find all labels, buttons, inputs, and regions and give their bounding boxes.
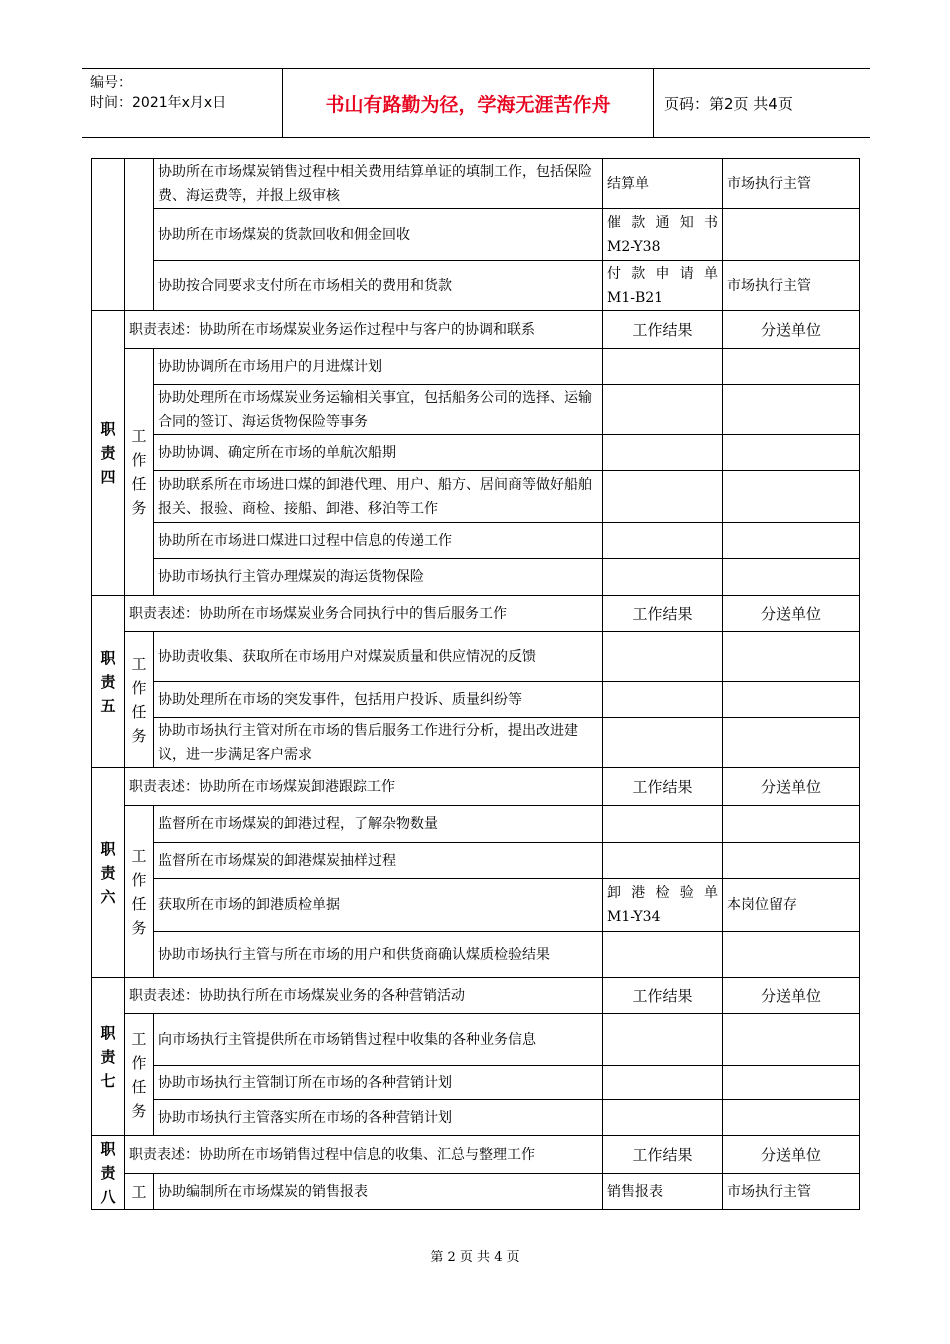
table-row: [92, 806, 860, 843]
task-cell: 协助联系所在市场进口煤的卸港代理、用户、船方、居间商等做好船舶报关、报验、商检、接船、卸港、移泊等工作: [154, 471, 603, 523]
task-type-label: 工作任务: [125, 1014, 154, 1136]
dest-header: 分送单位: [723, 978, 860, 1014]
table-row: [92, 879, 860, 932]
table-row: [92, 159, 860, 209]
dest-cell: [723, 523, 860, 559]
dest-cell: [723, 559, 860, 596]
dest-cell: [723, 932, 860, 978]
dest-cell: [723, 471, 860, 523]
dest-cell: [723, 435, 860, 471]
group-label-text: 职责八: [100, 1139, 116, 1206]
task-cell: 协助市场执行主管办理煤炭的海运货物保险: [154, 559, 603, 596]
table-row: [92, 471, 860, 523]
group-label-text: 职责七: [100, 1023, 116, 1090]
task-cell: 协助市场执行主管制订所在市场的各种营销计划: [154, 1066, 603, 1100]
table-row: [92, 1014, 860, 1066]
dest-header: 分送单位: [723, 1136, 860, 1174]
duty-description: 职责表述：协助所在市场销售过程中信息的收集、汇总与整理工作: [125, 1136, 603, 1174]
result-line: 卸港检验单: [607, 885, 718, 901]
table-row: [92, 768, 860, 806]
task-cell: 协助责收集、获取所在市场用户对煤炭质量和供应情况的反馈: [154, 632, 603, 682]
task-cell: 协助市场执行主管与所在市场的用户和供货商确认煤质检验结果: [154, 932, 603, 978]
result-code: M1-Y34: [607, 909, 661, 925]
task-cell: 协助所在市场煤炭的货款回收和佣金回收: [154, 209, 603, 261]
dest-cell: [723, 843, 860, 879]
result-header: 工作结果: [603, 596, 723, 632]
task-cell: 协助市场执行主管落实所在市场的各种营销计划: [154, 1100, 603, 1136]
table-row: [92, 385, 860, 435]
result-cell: 销售报表: [603, 1174, 723, 1210]
task-type-label: 工作任务: [125, 806, 154, 978]
dest-cell: [723, 682, 860, 718]
task-type-label: 工作任务: [125, 349, 154, 596]
result-cell: [603, 385, 723, 435]
task-cell: 协助处理所在市场煤炭业务运输相关事宜，包括船务公司的选择、运输合同的签订、海运货物保险等事务: [154, 385, 603, 435]
task-type-label: 工作任务: [125, 632, 154, 768]
dest-header: 分送单位: [723, 768, 860, 806]
result-header: 工作结果: [603, 978, 723, 1014]
table-row: [92, 311, 860, 349]
result-cell: [603, 349, 723, 385]
task-cell: 协助所在市场进口煤进口过程中信息的传递工作: [154, 523, 603, 559]
time-label: 时间：2021年x月x日: [90, 95, 227, 111]
dest-cell: 市场执行主管: [723, 261, 860, 311]
code-label: 编号：: [90, 75, 132, 91]
table-row: [92, 209, 860, 261]
result-cell: [603, 879, 723, 932]
task-cell: 协助市场执行主管对所在市场的售后服务工作进行分析，提出改进建议，进一步满足客户需求: [154, 718, 603, 768]
dest-cell: 市场执行主管: [723, 159, 860, 209]
table-row: [92, 843, 860, 879]
task-cell: 协助按合同要求支付所在市场相关的费用和货款: [154, 261, 603, 311]
result-cell: [603, 1066, 723, 1100]
table-row: [92, 1136, 860, 1174]
result-cell: [603, 632, 723, 682]
result-cell: [603, 806, 723, 843]
task-type-label: 工: [125, 1174, 154, 1210]
result-cell: [603, 843, 723, 879]
result-cell: [603, 718, 723, 768]
dest-header: 分送单位: [723, 596, 860, 632]
result-header: 工作结果: [603, 768, 723, 806]
table-row: [92, 632, 860, 682]
table-row: [92, 932, 860, 978]
dest-cell: [723, 1014, 860, 1066]
table-row: [92, 978, 860, 1014]
header-meta: [82, 69, 283, 137]
dest-header: 分送单位: [723, 311, 860, 349]
result-line: 付款申请单: [607, 265, 718, 282]
result-line: 催款通知书: [607, 214, 718, 231]
page-header: [82, 68, 870, 138]
header-page-label: 页码：第2页 共4页: [664, 94, 793, 113]
page-footer: 第 2 页 共 4 页: [430, 1250, 520, 1265]
result-code: M2-Y38: [607, 238, 661, 255]
result-cell: [603, 1014, 723, 1066]
duty-description: 职责表述：协助执行所在市场煤炭业务的各种营销活动: [125, 978, 603, 1014]
task-cell: 向市场执行主管提供所在市场销售过程中收集的各种业务信息: [154, 1014, 603, 1066]
group-label: [92, 978, 125, 1136]
task-cell: 获取所在市场的卸港质检单据: [154, 879, 603, 932]
table-row: [92, 559, 860, 596]
result-cell: [603, 559, 723, 596]
dest-cell: [723, 632, 860, 682]
duty-table: [91, 158, 860, 1210]
header-motto: 书山有路勤为径，学海无涯苦作舟: [283, 69, 654, 137]
result-header: 工作结果: [603, 1136, 723, 1174]
result-cell: [603, 209, 723, 261]
dest-cell: 市场执行主管: [723, 1174, 860, 1210]
group-label-cell: [92, 159, 125, 311]
duty-description: 职责表述：协助所在市场煤炭业务运作过程中与客户的协调和联系: [125, 311, 603, 349]
result-cell: [603, 435, 723, 471]
duty-description: 职责表述：协助所在市场煤炭业务合同执行中的售后服务工作: [125, 596, 603, 632]
result-code: M1-B21: [607, 289, 664, 306]
task-cell: 协助协调所在市场用户的月进煤计划: [154, 349, 603, 385]
result-cell: [603, 261, 723, 311]
table-row: [92, 523, 860, 559]
result-cell: [603, 682, 723, 718]
dest-cell: [723, 385, 860, 435]
dest-cell: [723, 1066, 860, 1100]
table-row: [92, 349, 860, 385]
dest-cell: [723, 718, 860, 768]
table-row: [92, 261, 860, 311]
group-label: [92, 1136, 125, 1210]
group-label: [92, 596, 125, 768]
result-cell: [603, 1100, 723, 1136]
task-cell: 协助协调、确定所在市场的单航次船期: [154, 435, 603, 471]
dest-cell: [723, 1100, 860, 1136]
group-label-text: 职责四: [100, 420, 116, 486]
group-sub-cell: [125, 159, 154, 311]
group-label: [92, 768, 125, 978]
task-cell: 协助编制所在市场煤炭的销售报表: [154, 1174, 603, 1210]
task-cell: 监督所在市场煤炭的卸港煤炭抽样过程: [154, 843, 603, 879]
dest-cell: [723, 209, 860, 261]
table-row: [92, 718, 860, 768]
table-row: [92, 682, 860, 718]
table-row: [92, 1066, 860, 1100]
table-row: [92, 596, 860, 632]
table-row: [92, 1174, 860, 1210]
dest-cell: [723, 806, 860, 843]
group-label-text: 职责五: [100, 648, 116, 715]
task-cell: 协助处理所在市场的突发事件，包括用户投诉、质量纠纷等: [154, 682, 603, 718]
dest-cell: [723, 349, 860, 385]
table-row: [92, 1100, 860, 1136]
result-cell: [603, 932, 723, 978]
result-cell: 结算单: [603, 159, 723, 209]
table-row: [92, 435, 860, 471]
result-cell: [603, 523, 723, 559]
group-label: [92, 311, 125, 596]
group-label-text: 职责六: [100, 839, 116, 906]
duty-description: 职责表述：协助所在市场煤炭卸港跟踪工作: [125, 768, 603, 806]
result-cell: [603, 471, 723, 523]
task-cell: 协助所在市场煤炭销售过程中相关费用结算单证的填制工作，包括保险费、海运费等，并报上级审核: [154, 159, 603, 209]
result-header: 工作结果: [603, 311, 723, 349]
task-cell: 监督所在市场煤炭的卸港过程，了解杂物数量: [154, 806, 603, 843]
dest-cell: 本岗位留存: [723, 879, 860, 932]
